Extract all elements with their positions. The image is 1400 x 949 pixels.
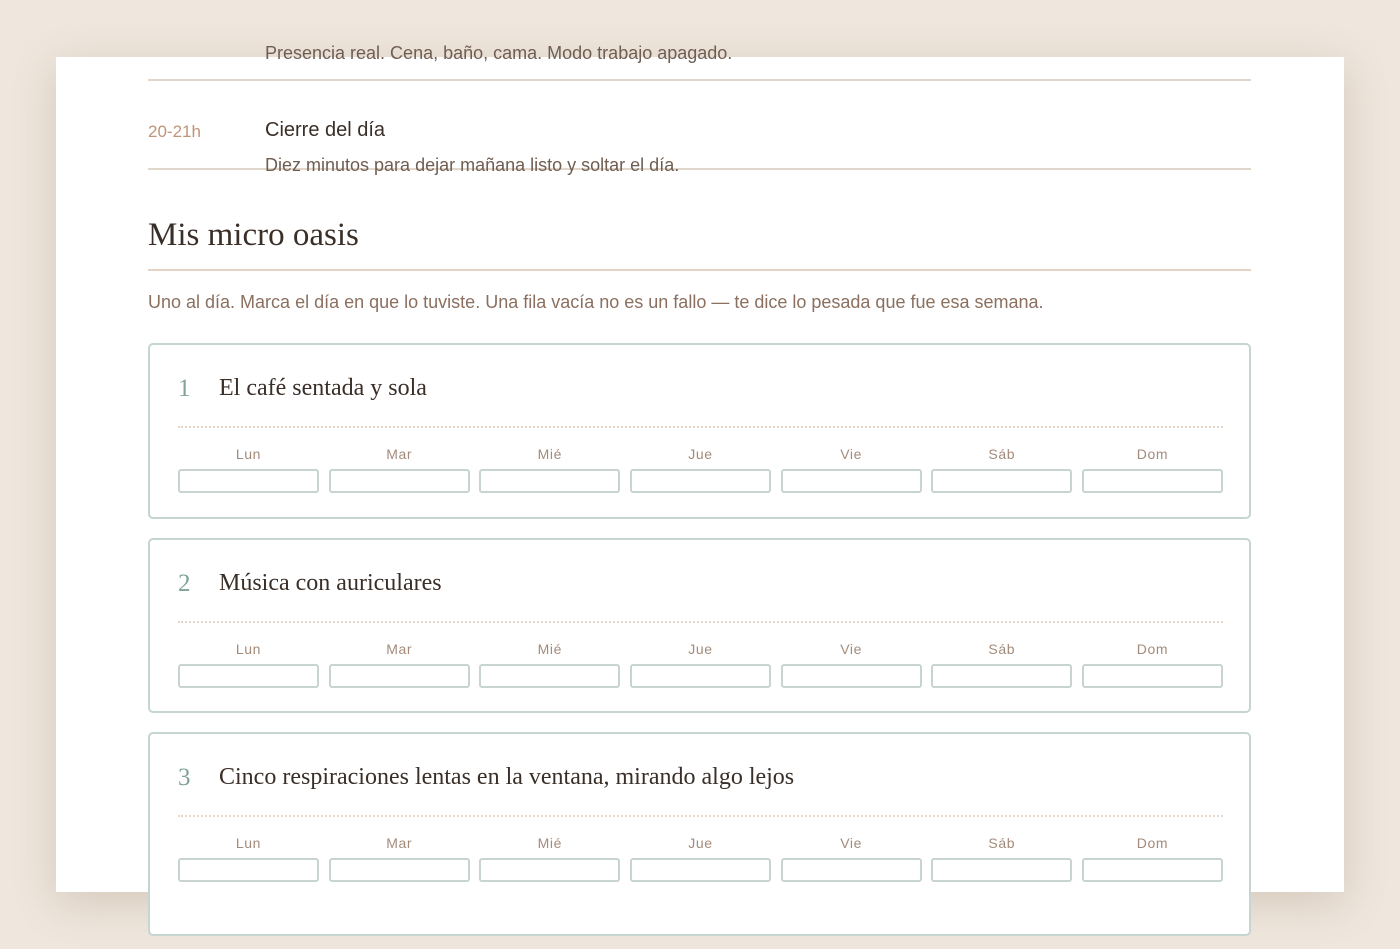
day-checkbox-sab[interactable]: [931, 664, 1072, 688]
page-sheet: [56, 43, 1344, 892]
day-dom: [1082, 445, 1223, 493]
day-checkbox-jue[interactable]: [630, 858, 771, 882]
day-checkbox-dom[interactable]: [1082, 664, 1223, 688]
day-label: Jue: [688, 446, 713, 462]
day-vie: [781, 834, 922, 882]
day-checkbox-jue[interactable]: [630, 664, 771, 688]
day-label: Lun: [235, 446, 262, 462]
day-lun: [178, 640, 319, 688]
day-dom: [1082, 640, 1223, 688]
day-lun: [178, 445, 319, 493]
day-label: Sáb: [988, 641, 1016, 657]
day-label: Vie: [840, 446, 863, 462]
day-label: Mar: [386, 835, 413, 851]
day-label: Vie: [840, 835, 863, 851]
oasis-number: 3: [178, 764, 191, 791]
day-label: Sáb: [988, 835, 1016, 851]
day-sab: [931, 640, 1072, 688]
day-tracker: [178, 640, 1223, 688]
card-divider: [178, 815, 1223, 817]
day-checkbox-mar[interactable]: [329, 664, 470, 688]
day-checkbox-vie[interactable]: [781, 858, 922, 882]
schedule-row-time: 20-21h: [148, 122, 201, 141]
day-label: Dom: [1136, 641, 1169, 657]
oasis-title: El café sentada y sola: [219, 375, 427, 401]
content-column: [148, 43, 1251, 851]
day-checkbox-dom[interactable]: [1082, 858, 1223, 882]
day-label: Mié: [537, 446, 562, 462]
day-checkbox-sab[interactable]: [931, 469, 1072, 493]
day-checkbox-lun[interactable]: [178, 664, 319, 688]
day-checkbox-vie[interactable]: [781, 664, 922, 688]
day-checkbox-mie[interactable]: [479, 664, 620, 688]
day-label: Dom: [1136, 446, 1169, 462]
day-mie: [479, 834, 620, 882]
day-mar: [329, 834, 470, 882]
day-label: Jue: [688, 641, 713, 657]
oasis-title: Música con auriculares: [219, 570, 442, 596]
oasis-title: Cinco respiraciones lentas en la ventana, mirando algo lejos: [219, 764, 795, 790]
day-sab: [931, 445, 1072, 493]
day-label: Mar: [386, 641, 413, 657]
day-checkbox-lun[interactable]: [178, 858, 319, 882]
day-mie: [479, 445, 620, 493]
day-label: Mié: [537, 641, 562, 657]
section-divider: [148, 269, 1251, 271]
oasis-card-1: [148, 343, 1251, 519]
day-jue: [630, 834, 771, 882]
day-vie: [781, 445, 922, 493]
oasis-number: 1: [178, 375, 191, 402]
day-checkbox-jue[interactable]: [630, 469, 771, 493]
day-jue: [630, 445, 771, 493]
day-checkbox-lun[interactable]: [178, 469, 319, 493]
day-vie: [781, 640, 922, 688]
schedule-row-description: Presencia real. Cena, baño, cama. Modo trabajo apagado.: [265, 43, 733, 63]
day-mar: [329, 640, 470, 688]
day-lun: [178, 834, 319, 882]
day-label: Jue: [688, 835, 713, 851]
schedule-row-title: Cierre del día: [265, 119, 386, 141]
schedule-row-cierre: [148, 81, 1251, 175]
day-label: Vie: [840, 641, 863, 657]
day-checkbox-dom[interactable]: [1082, 469, 1223, 493]
day-dom: [1082, 834, 1223, 882]
day-label: Sáb: [988, 446, 1016, 462]
day-checkbox-mie[interactable]: [479, 858, 620, 882]
day-checkbox-mar[interactable]: [329, 858, 470, 882]
oasis-card-3: [148, 732, 1251, 936]
day-tracker: [178, 445, 1223, 493]
oasis-number: 2: [178, 570, 191, 597]
day-label: Dom: [1136, 835, 1169, 851]
section-intro: Uno al día. Marca el día en que lo tuviste. Una fila vacía no es un fallo — te dice lo pesada que fue esa semana.: [148, 292, 1044, 312]
schedule-row-description: Diez minutos para dejar mañana listo y soltar el día.: [265, 155, 680, 175]
day-label: Lun: [235, 641, 262, 657]
day-mar: [329, 445, 470, 493]
card-divider: [178, 621, 1223, 623]
day-checkbox-mar[interactable]: [329, 469, 470, 493]
section-title: Mis micro oasis: [148, 217, 359, 253]
day-mie: [479, 640, 620, 688]
schedule-row-partial: [148, 43, 1251, 81]
oasis-card-2: [148, 538, 1251, 713]
day-jue: [630, 640, 771, 688]
day-checkbox-mie[interactable]: [479, 469, 620, 493]
day-label: Mié: [537, 835, 562, 851]
card-divider: [178, 426, 1223, 428]
day-label: Lun: [235, 835, 262, 851]
day-sab: [931, 834, 1072, 882]
day-checkbox-vie[interactable]: [781, 469, 922, 493]
day-tracker: [178, 834, 1223, 882]
day-checkbox-sab[interactable]: [931, 858, 1072, 882]
day-label: Mar: [386, 446, 413, 462]
